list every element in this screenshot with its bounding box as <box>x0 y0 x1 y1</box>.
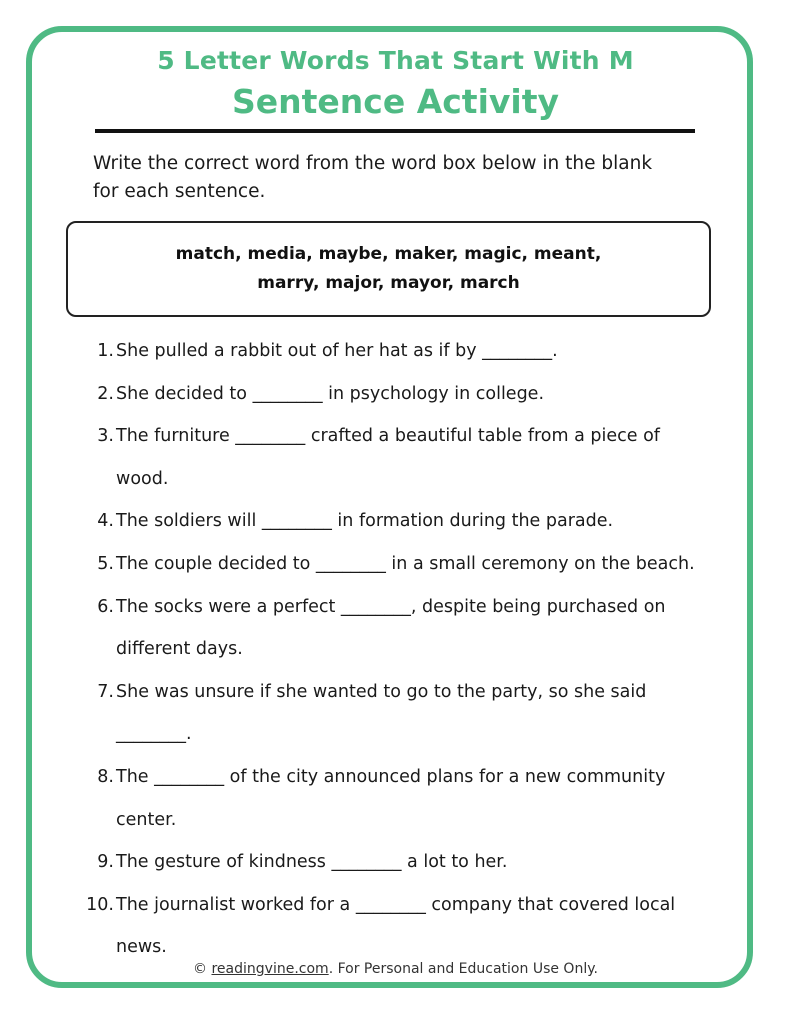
word-box-line-2: marry, major, mayor, march <box>257 273 520 293</box>
question-item <box>80 373 720 416</box>
question-item <box>80 586 720 671</box>
question-list <box>80 330 720 969</box>
footer <box>0 961 791 977</box>
question-number: 9. <box>97 852 114 873</box>
question-text: She pulled a rabbit out of her hat as if by ________. <box>116 341 558 361</box>
question-item <box>80 543 720 586</box>
question-item <box>80 756 720 841</box>
question-text-continued: wood. <box>116 468 169 489</box>
footer-suffix: . For Personal and Education Use Only. <box>328 961 598 977</box>
question-item <box>80 884 720 969</box>
question-text: The soldiers will ________ in formation during the parade. <box>116 511 614 532</box>
word-box <box>66 221 711 317</box>
question-number: 1. <box>97 341 114 361</box>
question-text: The couple decided to ________ in a small ceremony on the beach. <box>116 553 695 574</box>
question-item <box>80 330 720 373</box>
footer-link[interactable]: readingvine.com <box>211 961 329 977</box>
worksheet-subtitle: Sentence Activity <box>231 82 560 121</box>
question-text: The socks were a perfect ________, despite being purchased on <box>116 596 666 617</box>
instructions-line-1: Write the correct word from the word box below in the blank <box>93 153 653 174</box>
question-item <box>80 500 720 543</box>
question-text-continued: different days. <box>116 639 243 660</box>
question-number: 6. <box>97 596 114 617</box>
question-item <box>80 415 720 500</box>
footer-prefix: © <box>193 961 212 977</box>
question-number: 10. <box>86 894 114 915</box>
instructions-line-2: for each sentence. <box>93 181 266 202</box>
question-text: The furniture ________ crafted a beautiful table from a piece of <box>116 426 660 447</box>
question-text: She was unsure if she wanted to go to the party, so she said <box>116 681 647 702</box>
question-item <box>80 841 720 884</box>
question-number: 8. <box>97 766 114 787</box>
title-divider <box>95 129 695 133</box>
question-text-continued: news. <box>116 937 167 958</box>
question-number: 5. <box>97 553 114 574</box>
question-text: She decided to ________ in psychology in college. <box>116 383 545 404</box>
question-number: 2. <box>97 383 114 404</box>
question-text: The gesture of kindness ________ a lot to her. <box>116 852 508 873</box>
question-number: 7. <box>97 681 114 702</box>
question-text-continued: center. <box>116 809 177 830</box>
question-text: The journalist worked for a ________ company that covered local <box>116 894 676 915</box>
worksheet-title: 5 Letter Words That Start With M <box>157 46 634 75</box>
word-box-line-1: match, media, maybe, maker, magic, meant, <box>175 244 602 264</box>
question-number: 3. <box>97 426 114 447</box>
instructions <box>93 150 733 206</box>
question-text-continued: ________. <box>116 724 192 745</box>
question-number: 4. <box>97 511 114 532</box>
question-text: The ________ of the city announced plans for a new community <box>116 766 666 787</box>
question-item <box>80 671 720 756</box>
